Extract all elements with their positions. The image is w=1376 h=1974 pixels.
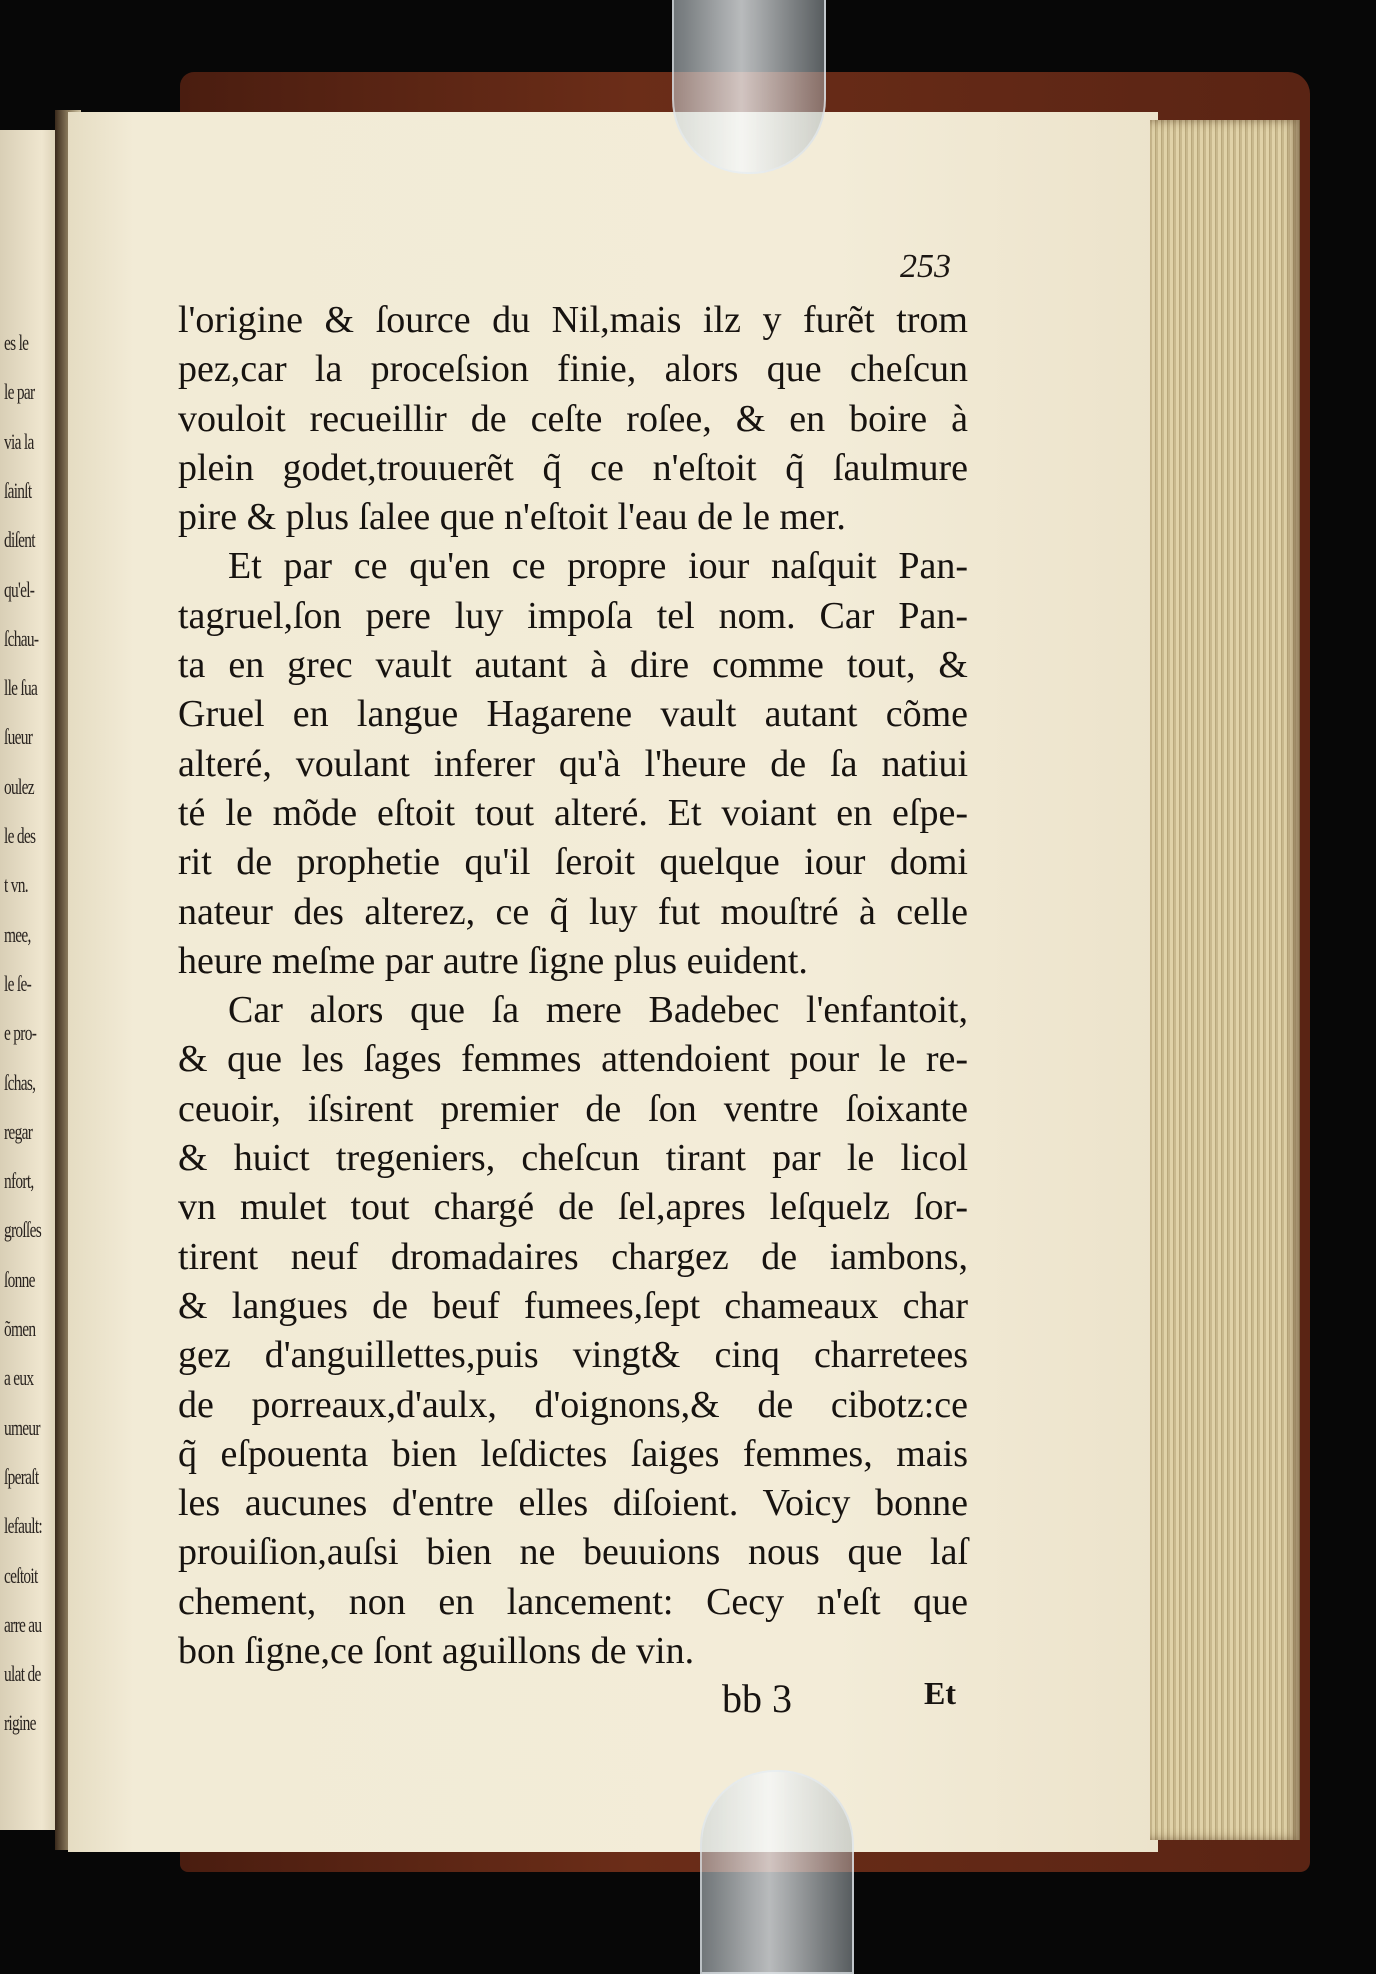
text-line: heure meſme par autre ſigne plus euident.: [178, 939, 808, 982]
left-page-fragment: groſſes: [4, 1217, 42, 1243]
page-text: [178, 296, 968, 1676]
left-page-fragment: via la: [4, 428, 34, 454]
text-line: tirent neuf dromadaires chargez de iambons,: [178, 1235, 968, 1278]
text-line: Car alors que ſa mere Badebec l'enfantoit,: [228, 989, 968, 1032]
left-page-fragment: ſonne: [4, 1266, 35, 1292]
text-line: & langues de beuf fumees,ſept chameaux char: [178, 1284, 968, 1327]
signature-mark: bb 3: [722, 1676, 792, 1721]
text-line: gez d'anguillettes,puis vingt& cinq charretees: [178, 1334, 968, 1377]
page-edges: [1150, 120, 1300, 1840]
left-page-fragment: qu'el-: [4, 576, 35, 602]
text-line: ta en grec vault autant à dire comme tout, &: [178, 644, 968, 687]
left-page-fragment: ulat de: [4, 1661, 41, 1687]
text-line: & huict tregeniers, cheſcun tirant par le licol: [178, 1137, 968, 1180]
left-page-fragment: t vn.: [4, 872, 28, 898]
left-page-fragment: ceſtoit: [4, 1562, 38, 1588]
left-page-fragment: ſchau-: [4, 625, 39, 651]
left-page-fragment: rigine: [4, 1710, 36, 1736]
left-page-fragment: nfort,: [4, 1168, 34, 1194]
left-page-fragment: le ſe-: [4, 970, 32, 996]
text-line: & que les ſages femmes attendoient pour le re-: [178, 1038, 968, 1081]
text-line: Gruel en langue Hagarene vault autant cõme: [178, 693, 968, 736]
left-page-fragment: le des: [4, 823, 36, 848]
glass-clip-bottom: [700, 1770, 854, 1974]
left-page-fragment: mee,: [4, 921, 31, 947]
left-page-fragment: õmen: [4, 1316, 36, 1341]
text-line: vn mulet tout chargé de ſel,apres leſquelz ſor-: [178, 1186, 968, 1229]
left-page-fragment: a eux: [4, 1365, 34, 1391]
left-page-fragment: ſueur: [4, 724, 33, 750]
left-page-fragment: regar: [4, 1118, 33, 1144]
text-line: de porreaux,d'aulx, d'oignons,& de cibotz:ce: [178, 1383, 968, 1426]
text-line: ceuoir, iſsirent premier de ſon ventre ſoixante: [178, 1087, 968, 1130]
text-line: pez,car la proceſsion finie, alors que cheſcun: [178, 348, 968, 391]
text-line: l'origine & ſource du Nil,mais ilz y furẽt trom: [178, 299, 968, 341]
catchword: Et: [924, 1675, 956, 1711]
left-page-fragment: le par: [4, 379, 35, 405]
text-line: alteré, voulant inferer qu'à l'heure de ſa natiui: [178, 742, 968, 785]
text-line: vouloit recueillir de ceſte roſee, & en boire à: [178, 397, 968, 440]
text-line: plein godet,trouuerẽt q̃ ce n'eſtoit q̃ ſaulmure: [178, 446, 968, 489]
text-line: té le mõde eſtoit tout alteré. Et voiant en eſpe-: [178, 791, 968, 834]
left-page-fragment: es le: [4, 330, 29, 355]
left-page-fragment: umeur: [4, 1414, 40, 1440]
text-line: bon ſigne,ce ſont aguillons de vin.: [178, 1630, 695, 1673]
left-page-fragment: arre au: [4, 1611, 42, 1637]
text-line: q̃ eſpouenta bien leſdictes ſaiges femmes, mais: [178, 1432, 968, 1475]
left-page-fragment: ſchas,: [4, 1069, 36, 1095]
text-line: rit de prophetie qu'il ſeroit quelque iour domi: [178, 841, 968, 884]
left-page-fragment: ſainſt: [4, 477, 32, 503]
left-page-fragment: oulez: [4, 773, 34, 799]
left-page-fragment: diſent: [4, 527, 35, 553]
left-page-fragment: lle ſua: [4, 675, 38, 701]
text-line: les aucunes d'entre elles diſoient. Voicy bonne: [178, 1482, 968, 1525]
glass-clip-top: [672, 0, 826, 174]
text-line: prouiſion,auſsi bien ne beuuions nous que laſ: [178, 1531, 968, 1574]
page-number: 253: [900, 248, 951, 285]
text-line: Et par ce qu'en ce propre iour naſquit Pan-: [228, 545, 968, 588]
text-line: nateur des alterez, ce q̃ luy fut mouſtré à celle: [178, 890, 968, 933]
text-line: chement, non en lancement: Cecy n'eſt que: [178, 1580, 968, 1623]
left-page-fragment: lefault:: [4, 1513, 43, 1539]
text-line: tagruel,ſon pere luy impoſa tel nom. Car Pan-: [178, 594, 968, 637]
left-page-fragment: e pro-: [4, 1020, 37, 1046]
text-line: pire & plus ſalee que n'eſtoit l'eau de le mer.: [178, 496, 846, 539]
left-page-fragment: ſperaſt: [4, 1463, 39, 1489]
